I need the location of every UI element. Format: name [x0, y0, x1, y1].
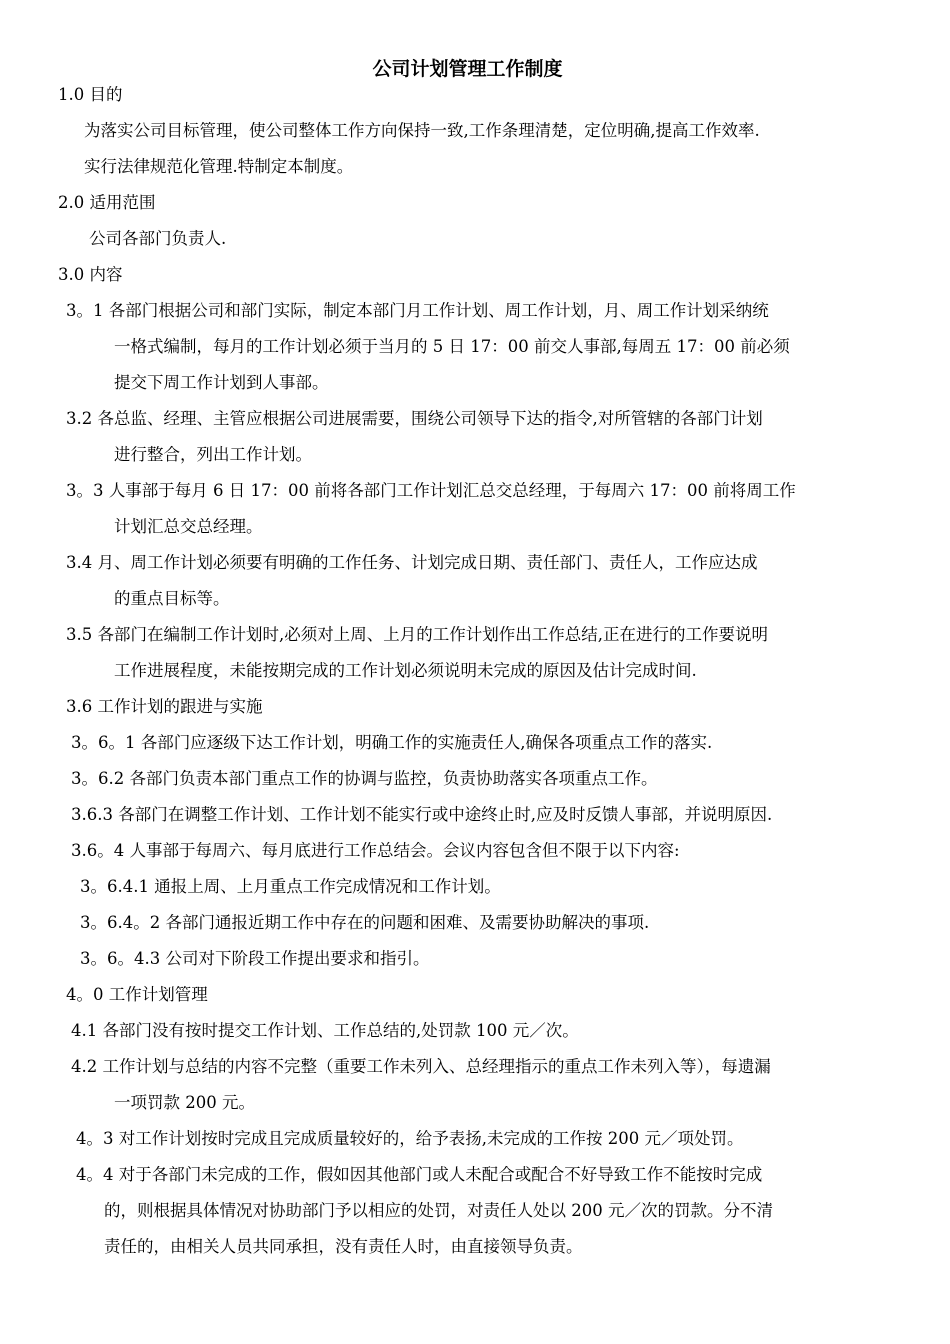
clause-line: 一格式编制，每月的工作计划必须于当月的 5 日 17：00 前交人事部,每周五 17：00 前必须 — [114, 337, 790, 356]
clause-line: 3。6.2 各部门负责本部门重点工作的协调与监控，负责协助落实各项重点工作。 — [71, 769, 658, 788]
clause-line: 4.1 各部门没有按时提交工作计划、工作总结的,处罚款 100 元／次。 — [71, 1021, 579, 1040]
clause-line: 3.6。4 人事部于每周六、每月底进行工作总结会。会议内容包含但不限于以下内容: — [71, 841, 680, 860]
clause-line: 提交下周工作计划到人事部。 — [114, 373, 329, 392]
clause-line: 的，则根据具体情况对协助部门予以相应的处罚，对责任人处以 200 元／次的罚款。分不清 — [104, 1201, 773, 1220]
clause-line: 3。6。1 各部门应逐级下达工作计划，明确工作的实施责任人,确保各项重点工作的落实. — [71, 733, 713, 752]
clause-line: 3.2 各总监、经理、主管应根据公司进展需要，围绕公司领导下达的指令,对所管辖的各部门计划 — [66, 409, 763, 428]
clause-line: 3。6.4。2 各部门通报近期工作中存在的问题和困难、及需要协助解决的事项. — [80, 913, 650, 932]
clause-line: 3.6.3 各部门在调整工作计划、工作计划不能实行或中途终止时,应及时反馈人事部，并说明原因. — [71, 805, 773, 824]
clause-line: 3。6。4.3 公司对下阶段工作提出要求和指引。 — [80, 949, 430, 968]
paragraph-line: 实行法律规范化管理.特制定本制度。 — [84, 157, 354, 176]
clause-line: 的重点目标等。 — [114, 589, 230, 608]
clause-line: 工作进展程度，未能按期完成的工作计划必须说明未完成的原因及估计完成时间. — [114, 661, 697, 680]
paragraph-line: 公司各部门负责人. — [89, 229, 227, 248]
clause-line: 4。4 对于各部门未完成的工作，假如因其他部门或人未配合或配合不好导致工作不能按时完成 — [76, 1165, 763, 1184]
subheading-followup: 3.6 工作计划的跟进与实施 — [66, 697, 263, 716]
heading-management: 4。0 工作计划管理 — [66, 985, 208, 1004]
heading-scope: 2.0 适用范围 — [58, 193, 156, 212]
clause-line: 3。1 各部门根据公司和部门实际，制定本部门月工作计划、周工作计划，月、周工作计划采纳统 — [66, 301, 769, 320]
clause-line: 计划汇总交总经理。 — [114, 517, 263, 536]
clause-line: 3。6.4.1 通报上周、上月重点工作完成情况和工作计划。 — [80, 877, 501, 896]
clause-line: 3.4 月、周工作计划必须要有明确的工作任务、计划完成日期、责任部门、责任人，工作应达成 — [66, 553, 758, 572]
clause-line: 4。3 对工作计划按时完成且完成质量较好的，给予表扬,未完成的工作按 200 元／项处罚。 — [76, 1129, 744, 1148]
heading-content: 3.0 内容 — [58, 265, 123, 284]
paragraph-line: 为落实公司目标管理，使公司整体工作方向保持一致,工作条理清楚，定位明确,提高工作效率. — [84, 121, 760, 140]
clause-line: 3。3 人事部于每月 6 日 17：00 前将各部门工作计划汇总交总经理，于每周六 17：00 前将周工作 — [66, 481, 796, 500]
clause-line: 进行整合，列出工作计划。 — [114, 445, 312, 464]
clause-line: 一项罚款 200 元。 — [114, 1093, 255, 1112]
clause-line: 4.2 工作计划与总结的内容不完整（重要工作未列入、总经理指示的重点工作未列入等），每遗漏 — [71, 1057, 771, 1076]
clause-line: 责任的，由相关人员共同承担，没有责任人时，由直接领导负责。 — [104, 1237, 583, 1256]
heading-purpose: 1.0 目的 — [58, 85, 123, 104]
clause-line: 3.5 各部门在编制工作计划时,必须对上周、上月的工作计划作出工作总结,正在进行的工作要说明 — [66, 625, 768, 644]
document-title: 公司计划管理工作制度 — [372, 58, 563, 80]
